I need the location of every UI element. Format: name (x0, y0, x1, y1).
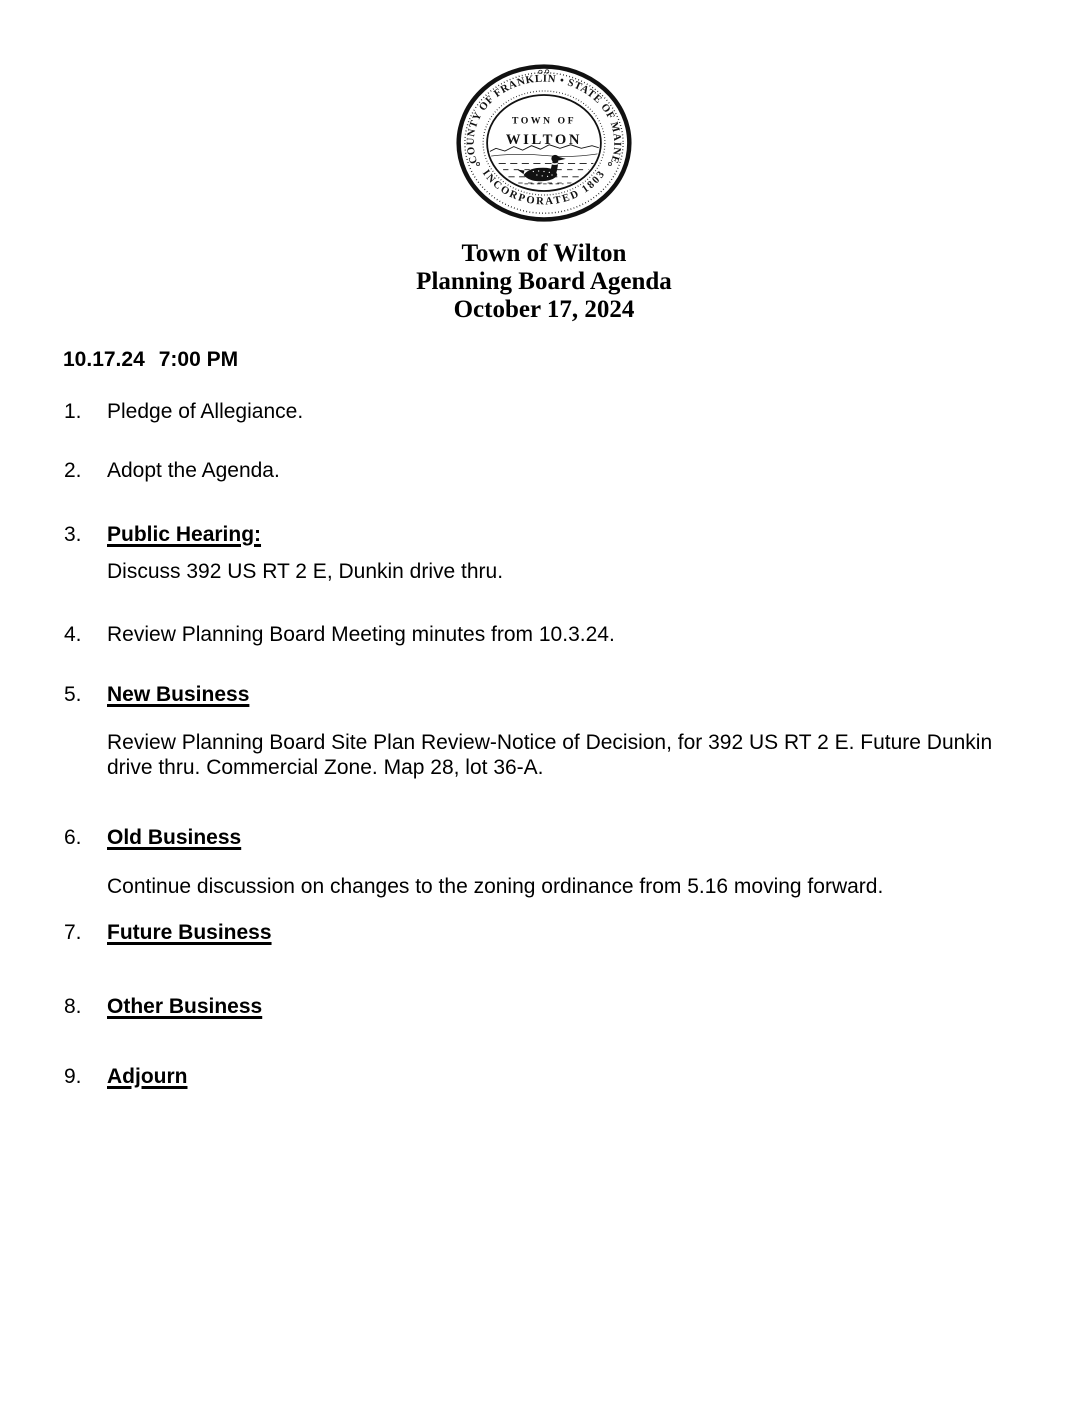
agenda-item-6-detail: Continue discussion on changes to the zoning ordinance from 5.16 moving forward. (107, 875, 884, 898)
agenda-item-5 (0, 682, 1088, 707)
agenda-item-3 (0, 522, 1088, 547)
agenda-item-1 (0, 399, 1088, 424)
title-date: October 17, 2024 (453, 296, 635, 323)
item-title: Other Business (107, 995, 263, 1018)
meeting-time: 7:00 PM (158, 348, 239, 371)
seal-wilton-text: WILTON (505, 131, 583, 148)
meeting-datetime (63, 347, 1088, 372)
item-number: 1. (64, 400, 82, 423)
seal-top-rosette (539, 70, 549, 74)
agenda-item-3-detail: Discuss 392 US RT 2 E, Dunkin drive thru. (107, 560, 504, 583)
agenda-item-2 (0, 458, 1088, 483)
item-title: New Business (107, 683, 250, 706)
item-number: 7. (64, 921, 82, 944)
agenda-item-6 (0, 825, 1088, 850)
item-title: Adopt the Agenda. (107, 459, 280, 482)
seal-arc-bottom-text: INCORPORATED 1803 (479, 168, 609, 208)
agenda-item-5-detail: Review Planning Board Site Plan Review-Notice of Decision, for 392 US RT 2 E. Future Dunkin drive thru. Commercial Zone. Map 28, lot 36-A. (107, 731, 993, 779)
item-title: Pledge of Allegiance. (107, 400, 304, 423)
item-number: 4. (64, 623, 82, 646)
meeting-date: 10.17.24 (63, 348, 145, 371)
mountain-ridge-line-2 (489, 154, 599, 157)
title-agenda: Planning Board Agenda (416, 268, 672, 295)
item-number: 8. (64, 995, 82, 1018)
seal-arc-top-text: COUNTY OF FRANKLIN • STATE OF MAINE (465, 73, 623, 165)
item-number: 6. (64, 826, 82, 849)
seal-container (0, 0, 1088, 223)
agenda-item-4 (0, 622, 1088, 647)
agenda-item-9 (0, 1064, 1088, 1089)
title-town: Town of Wilton (461, 240, 627, 267)
item-title: Public Hearing: (107, 523, 262, 546)
item-number: 2. (64, 459, 82, 482)
item-title: Adjourn (107, 1065, 188, 1088)
seal-left-rosette (476, 162, 479, 165)
item-title: Future Business (107, 921, 272, 944)
item-number: 5. (64, 683, 82, 706)
agenda-item-8 (0, 994, 1088, 1019)
item-title: Old Business (107, 826, 242, 849)
document-title-block (0, 240, 1088, 324)
seal-town-of-text: TOWN OF (511, 115, 577, 127)
item-number: 9. (64, 1065, 82, 1088)
town-of-wilton-seal-icon (455, 63, 633, 223)
item-number: 3. (64, 523, 82, 546)
seal-right-rosette (608, 162, 611, 165)
agenda-item-7 (0, 920, 1088, 945)
item-title: Review Planning Board Meeting minutes from 10.3.24. (107, 623, 615, 646)
